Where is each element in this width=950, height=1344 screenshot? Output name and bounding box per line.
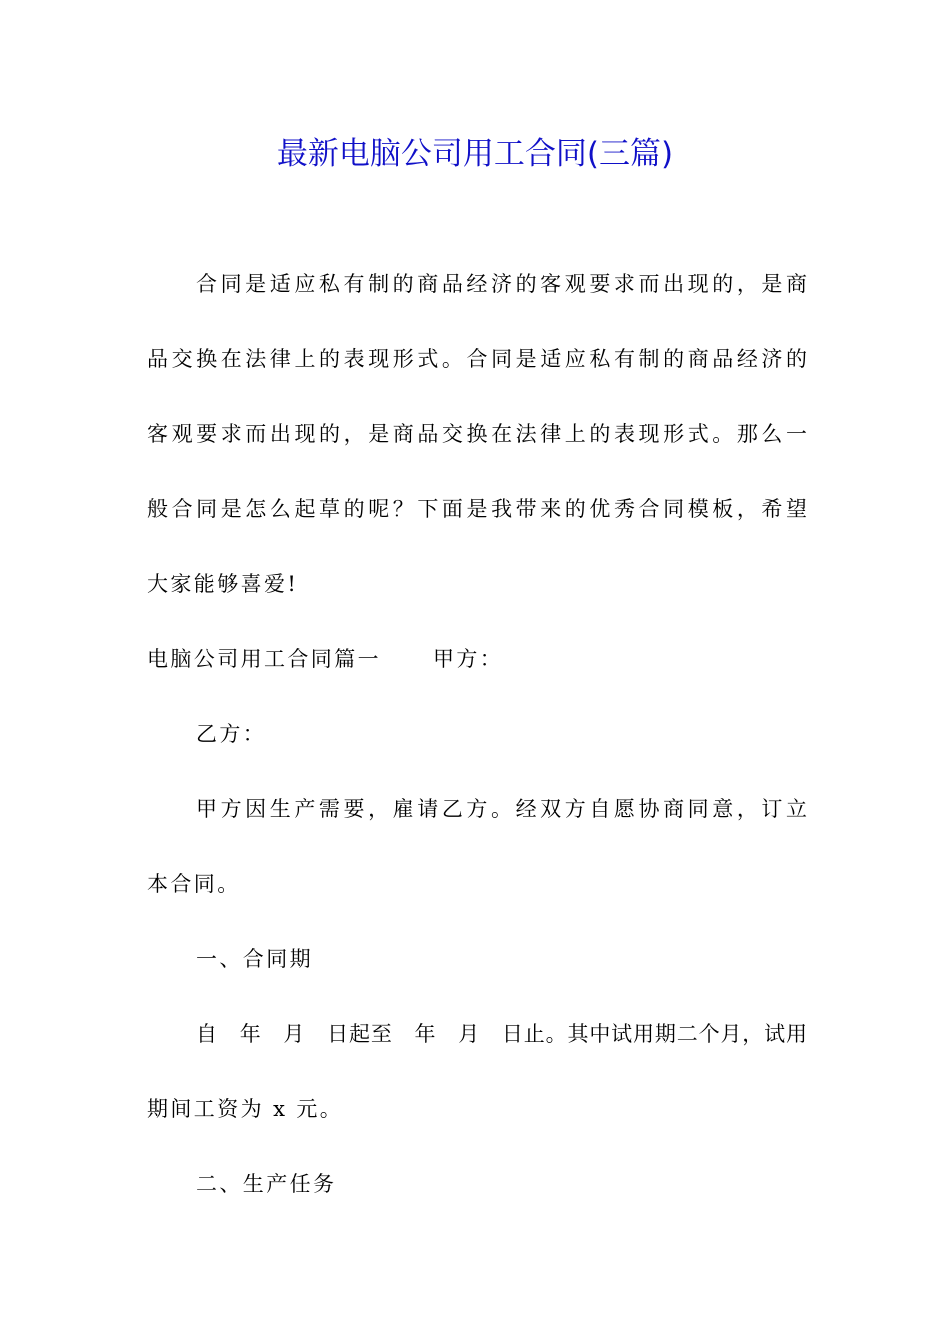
party-a-label: 甲方： bbox=[433, 647, 504, 671]
paragraph-line: 客观要求而出现的，是商品交换在法律上的表现形式。那么一 bbox=[147, 422, 807, 446]
paragraph-line: 品交换在法律上的表现形式。合同是适应私有制的商品经济的 bbox=[147, 347, 807, 371]
clause-heading: 二、生产任务 bbox=[196, 1172, 337, 1196]
paragraph-line: 期间工资为 x 元。 bbox=[147, 1097, 344, 1121]
paragraph-line: 般合同是怎么起草的呢？下面是我带来的优秀合同模板，希望 bbox=[147, 497, 807, 521]
paragraph-line: 甲方因生产需要，雇请乙方。经双方自愿协商同意，订立 bbox=[196, 797, 807, 821]
paragraph-line: 大家能够喜爱! bbox=[147, 572, 299, 596]
party-b-label: 乙方： bbox=[196, 722, 267, 746]
paragraph-line: 合同是适应私有制的商品经济的客观要求而出现的，是商 bbox=[196, 272, 807, 296]
section-heading: 电脑公司用工合同篇一 bbox=[147, 647, 381, 671]
section-heading-line bbox=[147, 641, 807, 677]
document-title: 最新电脑公司用工合同(三篇) bbox=[276, 136, 674, 172]
clause-heading: 一、合同期 bbox=[196, 947, 313, 971]
paragraph-line: 自 年 月 日起至 年 月 日止。其中试用期二个月，试用 bbox=[196, 1022, 807, 1046]
paragraph-line: 本合同。 bbox=[147, 872, 241, 896]
